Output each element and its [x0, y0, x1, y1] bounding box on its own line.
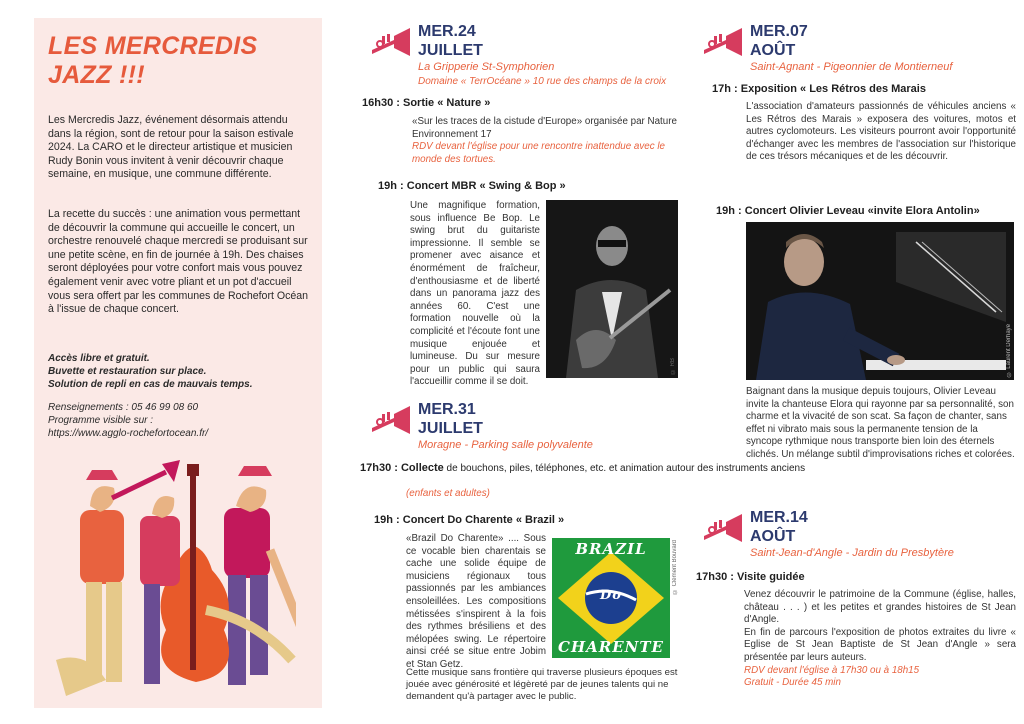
- event-description: Baignant dans la musique depuis toujours, Olivier Leveau invite la chanteuse Elora qui rayonne par sa personnalité, son charme et la vivacité de son scat. Sa façon de chanter, sans effet ni vibrato mais sous la permanente tension de la syncope rythmique nous transporte bien loin des éternels clichés. Un mélange subtil d'improvisations riches et colorées.: [746, 386, 1015, 460]
- event-place: Saint-Jean-d'Angle - Jardin du Presbytère: [750, 547, 954, 559]
- event-description-2: Cette musique sans frontière qui traverse plusieurs époques est jouée avec générosité et légèreté par de jeunes talents qui ne demandent qu'à partager avec le public.: [406, 667, 678, 702]
- event-line-concert-mbr: [378, 179, 566, 193]
- event-month: AOÛT: [750, 42, 796, 59]
- event-time: 19h :: [378, 180, 404, 192]
- intro-paragraph-2: La recette du succès : une animation vous permettant de découvrir la commune qui accueille le concert, un orchestre renouvelé chaque mercredi se produisant sur une petite scène, en fin de journée à 19h. Des chaises seront déployées pour votre confort mais vous pouvez également venir avec votre pliant et un pot d'accueil vous sera offert par les communes de Rochefort Océan à l'issue de chaque concert.: [48, 208, 309, 316]
- event-place: La Gripperie St-Symphorien: [418, 61, 555, 73]
- event-description: «Brazil Do Charente» .... Sous ce vocable bien charentais se cache une solide équipe de musiciens régionaux tous passionnés par les ambiances ensoleillées. Les compositions métissées s'inspirent à la fois des rythmes brésiliens et des mélopées swing. Le répertoire ainsi créé se situe entre Jobim et Stan Getz.: [406, 533, 546, 670]
- event-time: 17h30 :: [696, 571, 734, 583]
- event-time: 19h :: [716, 205, 742, 217]
- event-date: MER.14: [750, 509, 808, 526]
- event-line-concert-brazil: [374, 513, 564, 527]
- event-time: 16h30 :: [362, 97, 400, 109]
- event-title: Concert MBR « Swing & Bop »: [406, 180, 566, 192]
- event-title: Concert Do Charente « Brazil »: [402, 514, 565, 526]
- event-place: Moragne - Parking salle polyvalente: [418, 439, 593, 451]
- event-time: 19h :: [374, 514, 400, 526]
- event-line-sortie: [362, 96, 490, 110]
- event-header-mer31: [368, 400, 688, 458]
- event-header-mer24: [368, 22, 688, 92]
- event-description: Venez découvrir le patrimoine de la Commune (église, halles, château . . . ) et les petites et grandes histoires de St Jean d'Angle. En fin de parcours l'exposition de photos extraites du livre « Eglise de St Jean Baptiste de St Jean d'Angle » sera présentée par leurs auteurs. RDV devant l'église à 17h30 ou à 18h15 Gratuit - Durée 45 min: [744, 589, 1016, 689]
- trumpet-icon: [368, 26, 412, 58]
- trumpet-icon: [700, 512, 744, 544]
- jazz-band-illustration: [56, 450, 296, 700]
- pianist-photo: [746, 222, 1014, 380]
- contact-info: Renseignements : 05 46 99 08 60 Programme visible sur : https://www.agglo-rochefortocean.fr/: [48, 401, 310, 440]
- intro-paragraph-1: Les Mercredis Jazz, événement désormais attendu dans la région, sont de retour pour la saison estivale 2024. La CARO et le directeur artistique et musicien Rudy Bonin vous invitent à venir découvrir chaque semaine, en musique, une commune différente.: [48, 114, 294, 181]
- event-title: Concert Olivier Leveau «invite Elora Antolin»: [744, 205, 980, 217]
- info-notes: Accès libre et gratuit. Buvette et restauration sur place. Solution de repli en cas de mauvais temps.: [48, 353, 253, 390]
- event-line-concert-leveau: [716, 204, 980, 218]
- event-title: Sortie « Nature »: [402, 97, 491, 109]
- event-place: Saint-Agnant - Pigeonnier de Montierneuf: [750, 61, 953, 73]
- event-month: JUILLET: [418, 420, 483, 437]
- logo-text-top: BRAZIL: [575, 540, 647, 558]
- event-line-collecte: 17h30 : Collecte de bouchons, piles, téléphones, etc. et animation autour des instruments anciens: [360, 462, 806, 474]
- event-description: «Sur les traces de la cistude d'Europe» organisée par Nature Environnement 17 RDV devant l'église pour une rencontre inattendue avec le monde des tortues.: [412, 116, 677, 165]
- logo-credit-holder: [672, 540, 680, 658]
- brazil-do-charente-logo: [552, 538, 670, 658]
- logo-text-bottom: CHARENTE: [558, 638, 664, 656]
- event-title: Exposition « Les Rétros des Marais: [740, 83, 926, 95]
- photo-credit: © RB: [670, 357, 676, 374]
- event-date: MER.31: [418, 401, 476, 418]
- event-line-visite: [696, 570, 805, 584]
- trumpet-icon: [368, 404, 412, 436]
- photo-credit: © Clément Bouvard: [672, 540, 678, 595]
- event-description: Une magnifique formation, sous influence Be Bop. Le swing brut du guitariste impressionne. Il semble se promener avec aisance et énormément de fraîcheur, d'enthousiasme et de liberté dans un panorama jazz des années 60. C'est une formation nouvelle où la complicité et l'écoute font une musique enjouée et lumineuse. Du sur mesure pour un public qui saura l'accueillir comme il se doit.: [410, 200, 540, 388]
- musician-photo: [546, 200, 678, 378]
- trumpet-icon: [700, 26, 744, 58]
- guitarist-image: [546, 200, 678, 378]
- event-time: 17h30 :: [360, 462, 398, 474]
- event-date: MER.07: [750, 23, 808, 40]
- page-title: LES MERCREDIS JAZZ !!!: [48, 32, 258, 89]
- event-title: Collecte: [400, 462, 444, 474]
- event-time: 17h :: [712, 83, 738, 95]
- event-line-exposition: [712, 82, 926, 96]
- event-month: JUILLET: [418, 42, 483, 59]
- event-header-mer14: [700, 508, 1020, 566]
- event-address: Domaine « TerrOcéane » 10 rue des champs de la croix: [418, 76, 667, 87]
- pianist-image: [746, 222, 1014, 380]
- event-month: AOÛT: [750, 528, 796, 545]
- event-title: Visite guidée: [736, 571, 805, 583]
- logo-text-mid: Do: [600, 588, 622, 603]
- event-description: L'association d'amateurs passionnés de véhicules anciens « Les Rétros des Marais » exposera des voitures, motos et autres cyclomoteurs. Les visiteurs pourront avoir l'opportunité d'échanger avec les membres de l'association sur l'historique de ces trésors mécaniques et de les découvrir.: [746, 101, 1016, 163]
- program-link[interactable]: https://www.agglo-rochefortocean.fr/: [48, 428, 209, 439]
- event-note: (enfants et adultes): [406, 488, 490, 499]
- event-header-mer07: [700, 22, 1020, 80]
- intro-panel: [34, 18, 322, 708]
- photo-credit: © Laurent Derhaye: [1006, 323, 1012, 376]
- event-date: MER.24: [418, 23, 476, 40]
